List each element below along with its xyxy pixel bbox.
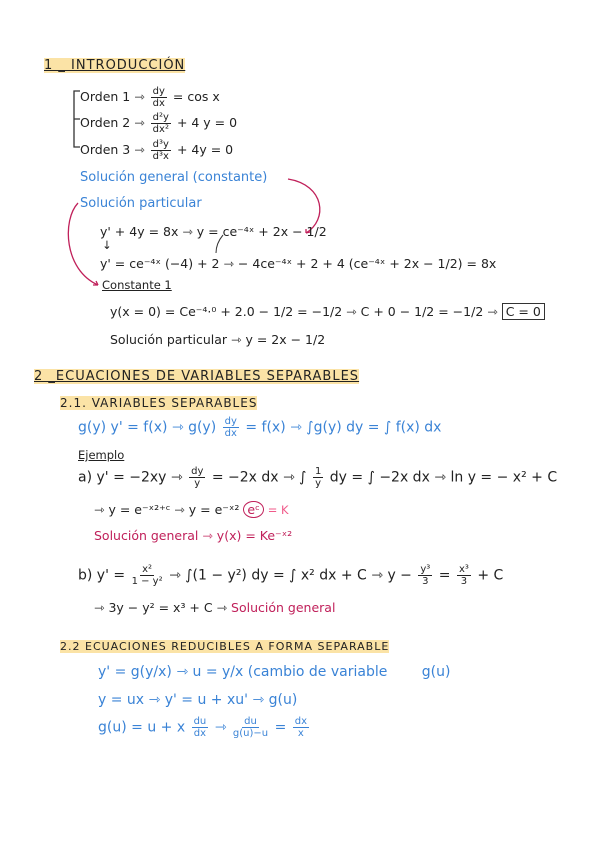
reducible-line-2: y = ux ⇾ y' = u + xu' ⇾ g(u) bbox=[98, 692, 298, 708]
section-1-title: 1 _ INTRODUCCIÓN bbox=[44, 58, 186, 73]
separable-formula: g(y) y' = f(x) ⇾ g(y) $\frac{dy}{dx}$ = f(x) ⇾ ∫g(y) dy = ∫ f(x) dx bbox=[78, 416, 442, 439]
particular-solution-result: Solución particular ⇾ y = 2x − 1/2 bbox=[110, 332, 326, 347]
ejemplo-label: Ejemplo bbox=[78, 448, 125, 462]
subsection-2-1-title: 2.1. VARIABLES SEPARABLES bbox=[60, 396, 258, 410]
example-a-line-1: a) y' = −2xy ⇾ $\frac{dy}{y}$ = −2x dx ⇾ ∫ $\frac{1}{y}$ dy = ∫ −2x dx ⇾ ln y = − x² + C bbox=[78, 466, 558, 489]
constante-label: Constante 1 bbox=[102, 278, 172, 292]
reducible-line-3: g(u) = u + x $\frac{du}{dx}$ ⇾ $\frac{du}{g(u)-u}$ = $\frac{dx}{x}$ bbox=[98, 716, 308, 739]
example-a-general-solution: Solución general ⇾ y(x) = Ke⁻ˣ² bbox=[94, 528, 293, 543]
example-line-1: y' + 4y = 8x ⇾ y = ce⁻⁴ˣ + 2x − 1/2 bbox=[100, 224, 327, 239]
example-line-2: y' = ce⁻⁴ˣ (−4) + 2 ⇾ − 4ce⁻⁴ˣ + 2 + 4 (ce⁻⁴ˣ + 2x − 1/2) = 8x bbox=[100, 256, 497, 271]
order-1-line: Orden 1 ⇾ $\frac{dy}{dx}$ = cos x bbox=[80, 86, 220, 109]
order-3-line: Orden 3 ⇾ $\frac{\text{d³y}}{\text{d³x}}$ + 4y = 0 bbox=[80, 139, 234, 162]
condition-line: y(x = 0) = Ce⁻⁴·⁰ + 2.0 − 1/2 = −1/2 ⇾ C + 0 − 1/2 = −1/2 ⇾ C = 0 bbox=[110, 304, 545, 319]
example-a-line-2: ⇾ y = e⁻ˣ²⁺ᶜ ⇾ y = e⁻ˣ² eᶜ = K bbox=[94, 502, 289, 517]
c-result-box: C = 0 bbox=[502, 303, 545, 320]
order-2-line: Orden 2 ⇾ $\frac{\text{d²y}}{\text{dx²}}$ + 4 y = 0 bbox=[80, 112, 238, 135]
general-solution-label: Solución general (constante) bbox=[80, 170, 268, 185]
example-b-line-1: b) y' = $\frac{\text{x²}}{\text{1 − y²}}$ ⇾ ∫(1 − y²) dy = ∫ x² dx + C ⇾ y − $\frac{\text{y³}}{3}$ = $\frac{\text{x³}}{3}$ + C bbox=[78, 564, 504, 587]
subsection-2-2-title: 2.2 ECUACIONES REDUCIBLES A FORMA SEPARABLE bbox=[60, 640, 390, 653]
particular-solution-label: Solución particular bbox=[80, 196, 202, 211]
example-b-line-2: ⇾ 3y − y² = x³ + C ⇾ Solución general bbox=[94, 600, 336, 615]
reducible-line-1: y' = g(y/x) ⇾ u = y/x (cambio de variable g(u) bbox=[98, 664, 451, 680]
ec-circle: eᶜ bbox=[243, 501, 263, 518]
down-arrow-icon: ↓ bbox=[102, 238, 112, 252]
section-2-title: 2 _ECUACIONES DE VARIABLES SEPARABLES bbox=[34, 369, 360, 384]
